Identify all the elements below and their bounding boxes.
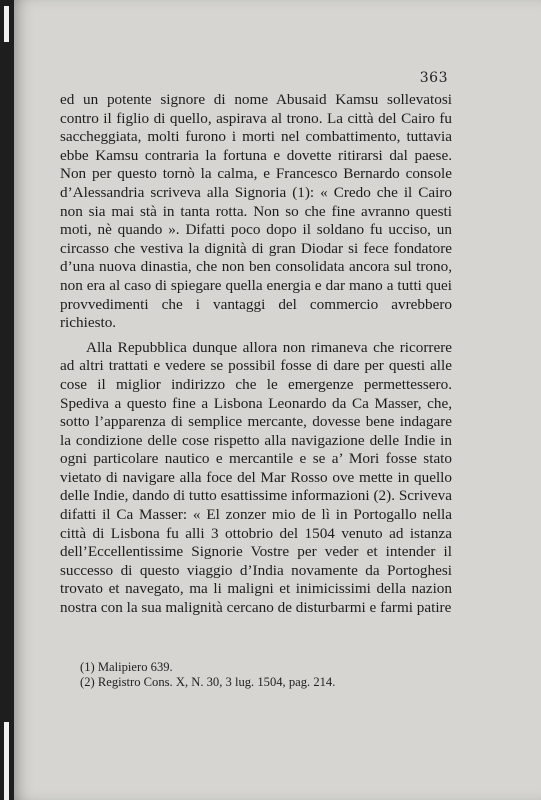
book-page	[14, 0, 541, 800]
scan-edge	[0, 0, 14, 800]
footnote-1: (1) Malipiero 639.	[80, 660, 173, 674]
scan-edge-mark-top	[4, 6, 9, 42]
footnotes	[80, 660, 460, 691]
scan-edge-mark-bottom	[4, 722, 9, 800]
paragraph-1: ed un potente signore di nome Abusaid Kamsu sollevatosi contro il figlio di quello, aspirava al trono. La città del Cairo fu saccheggiata, molti furono i morti nel combattimento, tuttavia ebbe Kamsu contraria la fortuna e dovette ritirarsi dal paese. Non per questo tornò la calma, e Francesco Bernardo console d’Alessandria scriveva alla Signoria (1): « Credo che il Cairo non sia mai stà in tanta rotta. Non so che fine avranno questi moti, nè quando ». Difatti poco dopo il soldano fu ucciso, un circasso che vestiva la dignità di gran Diodar si fece fondatore d’una nuova dinastia, che non ben consolidata ancora sul trono, non era al caso di spiegare quella energia e dar mano a tutti quei provvedimenti che i vantaggi del commercio avrebbero richiesto.	[60, 91, 452, 332]
footnote-2: (2) Registro Cons. X, N. 30, 3 lug. 1504, pag. 214.	[80, 675, 336, 690]
body-text	[60, 91, 452, 618]
paragraph-2: Alla Repubblica dunque allora non rimaneva che ricorrere ad altri trattati e vedere se possibil fosse di dare per questi alle cose il miglior indirizzo che le emergenze permettessero. Spediva a questo fine a Lisbona Leonardo da Ca Masser, che, sotto l’apparenza di semplice mercante, dovesse bene indagare la condizione delle cose rispetto alla navigazione delle Indie in ogni particolare nautico e mercantile e se a’ Mori fosse stato vietato di navigare alla foce del Mar Rosso ove mette in quello delle Indie, dando di tutto esattissime informazioni (2). Scriveva difatti il Ca Masser: « El zonzer mio de lì in Portogallo nella città di Lisbona fu alli 3 ottobrio del 1504 venuto ad istanza dell’Eccellentissime Signorie Vostre per veder et intender il successo di questo viaggio d’India novamente da Portoghesi trovato et navegato, ma li maligni et inimicissimi della nazion nostra con la sua malignità cercano de disturbarmi e farmi patire	[60, 338, 452, 617]
page-number: 363	[419, 70, 448, 86]
